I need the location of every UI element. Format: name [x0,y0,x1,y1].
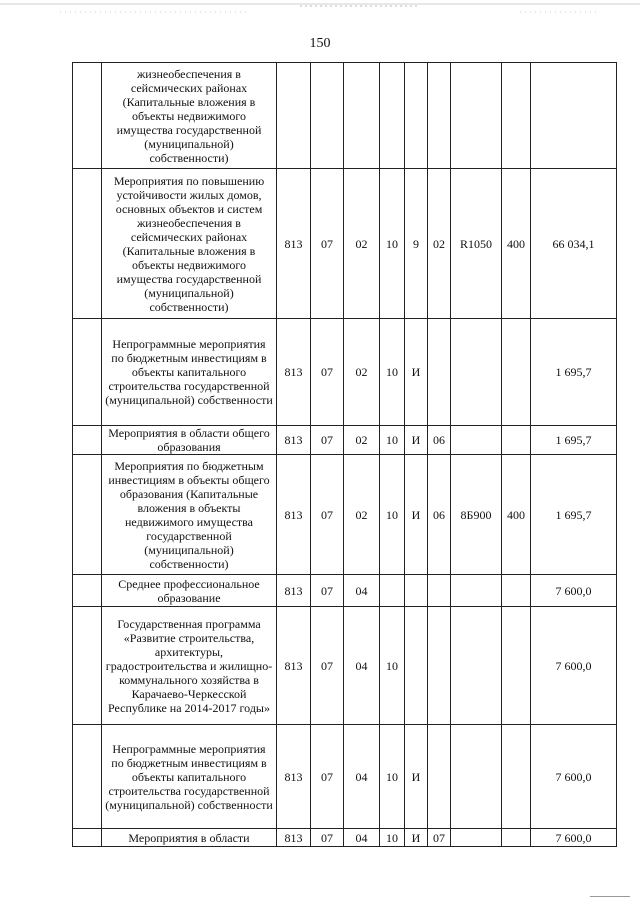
program-code-cell: 10 [380,426,405,455]
subprogram-code-cell: И [405,426,428,455]
table-row [73,575,617,607]
expense-type-code-cell [502,607,531,725]
table-row [73,63,617,169]
row-number-cell [73,607,102,725]
direction-code-cell [451,829,502,847]
expense-type-code-cell [502,63,531,169]
row-number-cell [73,829,102,847]
measure-code-cell [428,575,451,607]
measure-code-cell: 06 [428,455,451,575]
item-name-cell: Непрограммные мероприятия по бюджетным инвестициям в объекты капитального строительства государственной (муниципальной) собственности [102,725,277,829]
section-code-cell: 07 [311,575,344,607]
subprogram-code-cell [405,607,428,725]
table-row [73,169,617,319]
row-number-cell [73,63,102,169]
table-row [73,319,617,426]
program-code-cell: 10 [380,725,405,829]
subsection-code-cell: 02 [344,169,380,319]
subsection-code-cell: 02 [344,319,380,426]
subsection-code-cell [344,63,380,169]
ministry-code-cell: 813 [277,169,311,319]
subprogram-code-cell: И [405,319,428,426]
section-code-cell: 07 [311,725,344,829]
ministry-code-cell: 813 [277,319,311,426]
scan-edge-mark [590,896,630,897]
expense-type-code-cell: 400 [502,455,531,575]
program-code-cell: 10 [380,829,405,847]
section-code-cell: 07 [311,829,344,847]
amount-cell: 1 695,7 [531,319,617,426]
expense-type-code-cell [502,426,531,455]
program-code-cell [380,575,405,607]
amount-cell: 7 600,0 [531,725,617,829]
program-code-cell [380,63,405,169]
row-number-cell [73,575,102,607]
direction-code-cell: R1050 [451,169,502,319]
row-number-cell [73,426,102,455]
item-name-cell: жизнеобеспечения в сейсмических районах (Капитальные вложения в объекты недвижимого имущества государственной (муниципальной) собственности) [102,63,277,169]
item-name-cell: Государственная программа «Развитие строительства, архитектуры, градостроительства и жилищно-коммунального хозяйства в Карачаево-Черкесской Республике на 2014-2017 годы» [102,607,277,725]
expense-type-code-cell [502,829,531,847]
row-number-cell [73,725,102,829]
program-code-cell: 10 [380,455,405,575]
program-code-cell: 10 [380,319,405,426]
subsection-code-cell: 04 [344,607,380,725]
subsection-code-cell: 04 [344,829,380,847]
row-number-cell [73,169,102,319]
subprogram-code-cell: 9 [405,169,428,319]
direction-code-cell [451,426,502,455]
direction-code-cell [451,63,502,169]
section-code-cell: 07 [311,455,344,575]
amount-cell [531,63,617,169]
table-row [73,725,617,829]
amount-cell: 1 695,7 [531,426,617,455]
table-row [73,455,617,575]
direction-code-cell: 8Б900 [451,455,502,575]
table-row [73,829,617,847]
measure-code-cell [428,319,451,426]
subprogram-code-cell: И [405,455,428,575]
subprogram-code-cell [405,63,428,169]
ministry-code-cell: 813 [277,829,311,847]
table-row [73,607,617,725]
program-code-cell: 10 [380,169,405,319]
program-code-cell: 10 [380,607,405,725]
table-row [73,426,617,455]
row-number-cell [73,319,102,426]
amount-cell: 7 600,0 [531,607,617,725]
ministry-code-cell: 813 [277,607,311,725]
measure-code-cell: 02 [428,169,451,319]
item-name-cell: Среднее профессиональное образование [102,575,277,607]
expense-type-code-cell: 400 [502,169,531,319]
item-name-cell: Непрограммные мероприятия по бюджетным инвестициям в объекты капитального строительства государственной (муниципальной) собственности [102,319,277,426]
direction-code-cell [451,319,502,426]
page-number: 150 [309,36,331,51]
budget-table [72,62,617,847]
subsection-code-cell: 04 [344,725,380,829]
direction-code-cell [451,607,502,725]
subprogram-code-cell: И [405,725,428,829]
item-name-cell: Мероприятия по повышению устойчивости жилых домов, основных объектов и систем жизнеобеспечения в сейсмических районах (Капитальные вложения в объекты недвижимого имущества государственной (муниципальной) собственности) [102,169,277,319]
item-name-cell: Мероприятия по бюджетным инвестициям в объекты общего образования (Капитальные вложения в объекты недвижимого имущества государственной (муниципальной) собственности) [102,455,277,575]
measure-code-cell: 07 [428,829,451,847]
expense-type-code-cell [502,319,531,426]
section-code-cell: 07 [311,426,344,455]
subsection-code-cell: 02 [344,455,380,575]
measure-code-cell: 06 [428,426,451,455]
item-name-cell: Мероприятия в области [102,829,277,847]
scan-noise [0,0,640,30]
measure-code-cell [428,63,451,169]
expense-type-code-cell [502,575,531,607]
amount-cell: 66 034,1 [531,169,617,319]
ministry-code-cell: 813 [277,455,311,575]
subsection-code-cell: 04 [344,575,380,607]
subprogram-code-cell: И [405,829,428,847]
section-code-cell: 07 [311,319,344,426]
section-code-cell: 07 [311,169,344,319]
direction-code-cell [451,575,502,607]
ministry-code-cell: 813 [277,575,311,607]
ministry-code-cell: 813 [277,426,311,455]
amount-cell: 7 600,0 [531,575,617,607]
measure-code-cell [428,607,451,725]
direction-code-cell [451,725,502,829]
subprogram-code-cell [405,575,428,607]
section-code-cell: 07 [311,607,344,725]
item-name-cell: Мероприятия в области общего образования [102,426,277,455]
subsection-code-cell: 02 [344,426,380,455]
ministry-code-cell: 813 [277,725,311,829]
expense-type-code-cell [502,725,531,829]
ministry-code-cell [277,63,311,169]
section-code-cell [311,63,344,169]
amount-cell: 1 695,7 [531,455,617,575]
row-number-cell [73,455,102,575]
amount-cell: 7 600,0 [531,829,617,847]
measure-code-cell [428,725,451,829]
